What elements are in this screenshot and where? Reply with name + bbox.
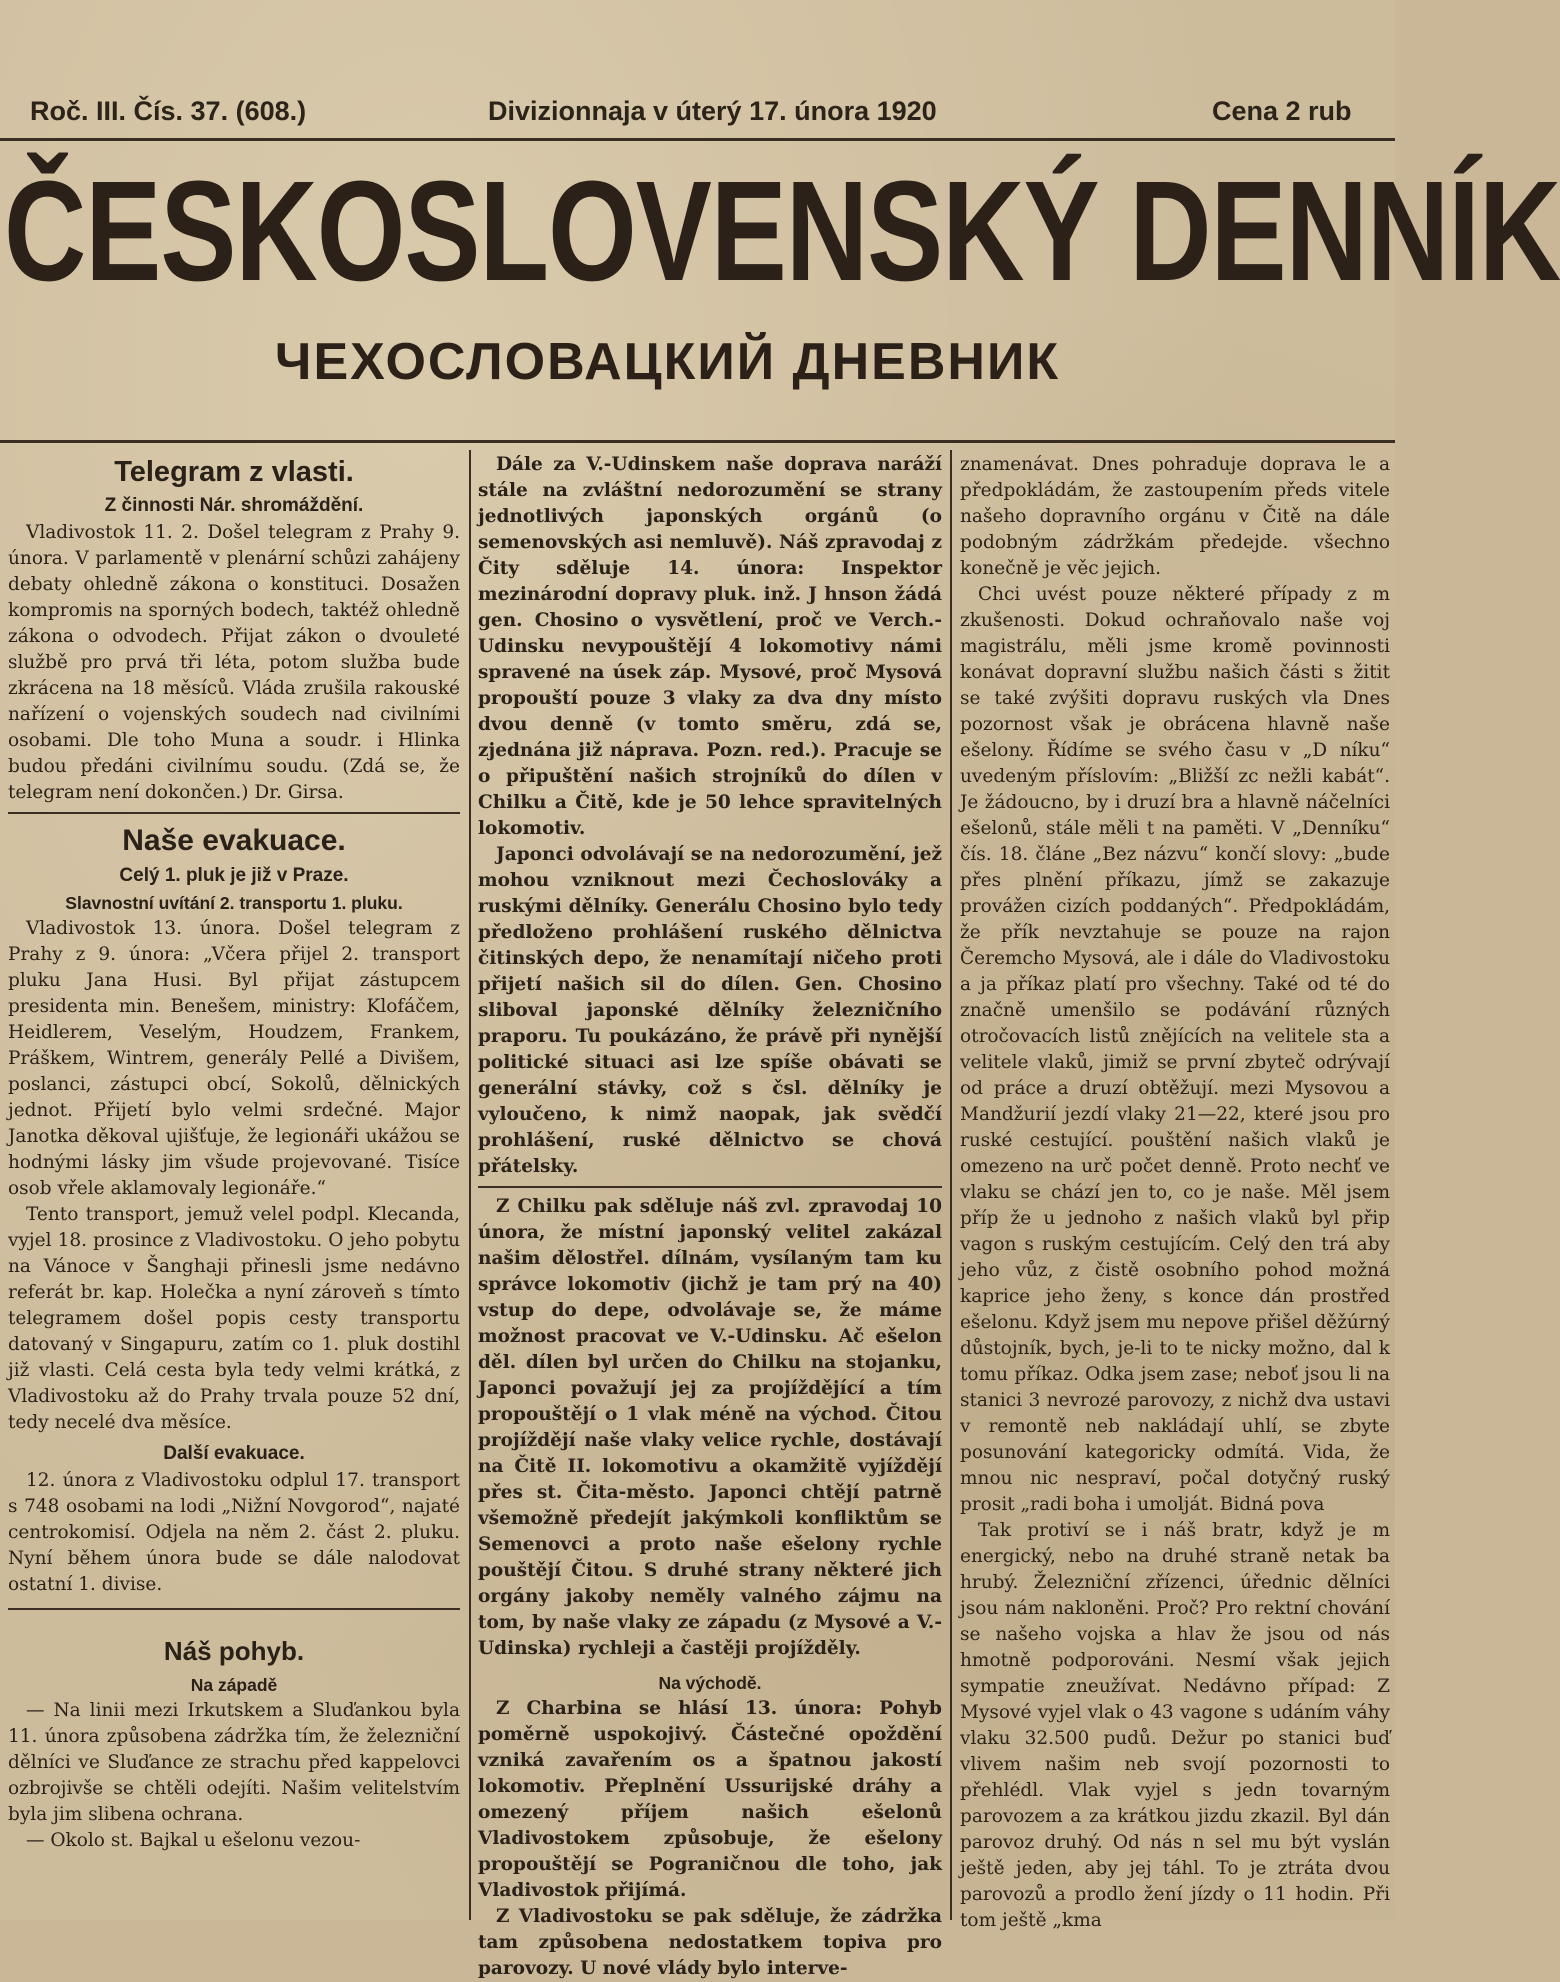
transport-paragraph-3: Z Chilku pak sděluje náš zvl. zpravodaj 10 února, že místní japonský velitel zakázal našim dělostřel. dílnám, vysílaným tam ku správce lokomotiv (jichž je tam prý na 40) vstup do depe, odvolávaje se, že máme možnost pracovat ve V.-Udinsku. Ač ešelon děl. dílen byl určen do Chilku na stojanku, Japonci považují jej za projíždějící a tím propouštějí o 1 vlak méně na východ. Čitou projíždějí naše vlaky velice rychle, dostávají na Čitě II. lokomotivu a okamžitě vyjíždějí přes st. Čita-město. Japonci chtějí patrně všemožně předejít jakýmkoli konfliktům se Semenovci a proto naše ešelony rychle pouštějí Čitou. S druhé strany některé jich orgány jakoby neměly valného zájmu na tom, by naše vlaky ze západu (z Mysové a V.-Udinska) rychleji a častěji projížděly. xyxy=(478,1196,942,1659)
section-rule-2 xyxy=(8,1608,460,1610)
evacuation-paragraph-2: Tento transport, jemuž velel podpl. Klecanda, vyjel 18. prosince z Vladivostoku. O jeho pobytu na Vánoce v Šanghaji přinesli jsme nedávno referát br. kap. Holečka a nyní zároveň s tímto telegramem došel popis cesty transportu datovaný v Singapuru, zatím co 1. pluk dostihl již vlasti. Celá cesta byla tedy velmi krátká, z Vladivostoku až do Prahy trvala pouze 52 dní, tedy necelé dva měsíce. xyxy=(8,1204,460,1433)
letter-paragraph-3: Tak protiví se i náš bratr, když je m energický, nebo na druhé straně netak ba hrubý. Železniční zřízenci, úřednic dělníci jsou nám nakloněni. Proč? Pro rektní chování se našeho vojska a hlav že jsou od nás hmotně podporováni. Nesmí však jejich sympatie zneužívat. Nedávno případ: Z Mysové vyjel vlak o 43 vagone s udáním váhy vlaku 32.500 pudů. Dežur po stanici buď vlivem našim neb svojí pozornosti to přehlédl. Vlak vyjel s jedn tovarným parovozem a za krátkou jizdu zkazil. Byl dán parovoz druhý. Od nás n sel mu být vyslán ještě jeden, aby jej táhl. To je ztráta dvou parovozů a prodlo žení jízdy o 11 hodin. Při tom ještě „kma xyxy=(960,1520,1390,1931)
place-date: Divizionnaja v úterý 17. února 1920 xyxy=(488,96,937,126)
movement-paragraph-2: — Okolo st. Bajkal u ešelonu vezou- xyxy=(26,1830,361,1851)
letter-paragraph-2: Chci uvést pouze některé případy z m zkušenosti. Dokud ochraňovalo naše voj magistrálu, měli jsme kromě povinnosti konávat dopravní službu našich části s žitit se také zvýšiti dopravu ruských vla Dnes pozornost však je obrácena hlavně naše ešelony. Řídíme se svého času v „D níku“ uvedeným příslovím: „Bližší zc nežli kabát“. Je žádoucno, by i druzí bra a hlavně náčelníci ešelonů, stále měli t na paměti. V „Denníku“ čís. 18. článe „Bez názvu“ končí slovy: „bude přes plnění příkazu, jímž se zakazuje provážen cizích poddaných“. Předpokládám, že přík nevztahuje se pouze na rajon Čeremcho Mysová, ale i dále do Vladivostoku a ja příkaz platí pro všechny. Také od té do značně umenšilo se podávání různých otročovacích listů znějících na velitele sta a velitele vlaků, jimiž se první zbyteč odrývají od práce a druzí obtěžují. mezi Mysovou a Mandžurií jezdí vlaky 21—22, které jsou pro ruské cestující. pouštění našich vlaků je omezeno na urč počet denně. Proto nechť ve vlaku se chází jen to, co je naše. Měl jsem příp že u jednoho z našich vlaků byl přip vagon s ruským cestujícím. Celý den trá aby jeho vůz, z čistě osobního pohod možná kaprice jeho ženy, s konce dán prostřed ešelonu. Když jsem mu nepove přišel děžúrný důstojník, bych, je-li to te nicky možno, dal k tomu příkaz. Odka jsem zase; neboť jsou li na stanici 3 nevrozé parovozy, z nichž dva ustavi v remontě neb nakládají uhlí, se zbyte posunování kategoricky odmítá. Vida, že mnou nic nespraví, počal dotyčný ruský prosit „radi boha i umolját. Bidná pova xyxy=(960,584,1390,1515)
header-rule xyxy=(0,138,1395,141)
telegram-headline: Telegram z vlasti. xyxy=(114,456,354,488)
transport-paragraph-2: Japonci odvolávají se na nedorozumění, jež mohou vzniknout mezi Čechoslováky a ruskými dělníky. Generálu Chosino bylo tedy předloženo prohlášení ruského dělnictva čitinských depo, že nenamítají ničeho proti přijetí našich sil do dílen. Gen. Chosino sliboval japonské dělníky železničního praporu. Tu poukázáno, že právě při nynější politické situaci asi lze spíše obávati se generální stávky, což s čsl. dělníky je vyloučeno, k nimž naopak, jak svědčí prohlášení, ruské dělnictvo se chová přátelsky. xyxy=(478,844,942,1177)
movement-subheadline: Na západě xyxy=(190,1675,278,1695)
movement-paragraph-1: — Na linii mezi Irkutskem a Sluďankou byla 11. února způsobena zádržka tím, že železniční dělníci ve Sluďance ze strachu před kappelovci ozbrojivše se chtěli odejíti. Našim velitelstvím byla jim slibena ochrana. xyxy=(8,1700,460,1825)
telegram-subheadline: Z činnosti Nár. shromáždění. xyxy=(104,495,364,516)
telegram-body: Vladivostok 11. 2. Došel telegram z Prahy 9. února. V parlamentě v plenární schůzi zahájeny debaty ohledně zákona o konstituci. Dosažen kompromis na sporných bodech, taktéž ohledně zákona o odvodech. Přijat zákon o dvouleté službě pro prvá tři léta, potom služba bude zkrácena na 18 měsíců. Vláda zrušila rakouské nařízení o vojenských soudech nad civilními osobami. Dle toho Muna a soudr. i Hlinka budou předáni civilnímu soudu. (Zdá se, že telegram není dokončen.) Dr. Girsa. xyxy=(8,522,460,803)
section-rule xyxy=(8,812,460,814)
further-evacuation-headline: Další evakuace. xyxy=(163,1443,305,1464)
column-divider-1 xyxy=(469,450,471,1920)
price: Cena 2 rub xyxy=(1212,96,1352,126)
masthead-rule xyxy=(0,440,1395,443)
transport-paragraph-1: Dále za V.-Udinskem naše doprava naráží stále na zvláštní nedorozumění se strany jednotlivých japonských orgánů (o semenovských asi nemluvě). Náš zpravodaj z Čity sděluje 14. února: Inspektor mezinárodní dopravy pluk. inž. J hnson žádá gen. Chosino o vysvětlení, proč ve Verch.-Udinsku nevypouštějí 4 lokomotivy námi spravené na úsek záp. Mysové, proč Mysová propouští pouze 3 vlaky za dva dny místo dvou denně (v tomto směru, zdá se, zjednána již náprava. Pozn. red.). Pracuje se o připuštění našich strojníků do dílen v Chilku a Čitě, kde je 50 lehce spravitelných lokomotiv. xyxy=(478,454,942,839)
header-line xyxy=(0,92,1395,132)
section-rule-3 xyxy=(478,1186,942,1188)
further-evacuation-body: 12. února z Vladivostoku odplul 17. transport s 748 osobami na lodi „Nižní Novgorod“, najaté centrokomisí. Odjela na něm 2. část 2. pluku. Nyní během února bude se dále nalodovat ostatní 1. divise. xyxy=(8,1470,460,1595)
evacuation-subheadline-2: Slavnostní uvítání 2. transportu 1. pluku. xyxy=(65,893,403,913)
column-1 xyxy=(8,452,460,1854)
east-subheadline: Na východě. xyxy=(658,1673,762,1693)
masthead-title: ČESKOSLOVENSKÝ DENNÍK xyxy=(4,152,1560,312)
issue-number: Roč. III. Čís. 37. (608.) xyxy=(30,96,307,126)
movement-headline: Náš pohyb. xyxy=(163,1636,305,1666)
column-divider-2 xyxy=(950,450,952,1920)
evacuation-headline: Naše evakuace. xyxy=(122,824,346,857)
letter-paragraph-1: znamenávat. Dnes pohraduje doprava le a předpokládám, že zastoupením předs vitele našeho dopravního orgánu v Čitě na dále podobným zádržkám předejde. všechno konečně je věc jejich. xyxy=(960,454,1390,579)
evacuation-paragraph-1: Vladivostok 13. února. Došel telegram z Prahy z 9. února: „Včera přijel 2. transport pluku Jana Husi. Byl přijat zástupcem presidenta min. Benešem, ministry: Klofáčem, Heidlerem, Veselým, Houdzem, Frankem, Práškem, Wintrem, generály Pellé a Divišem, poslanci, zástupci obcí, Sokolů, dělnických jednot. Přijetí bylo velmi srdečné. Major Janotka děkoval ujišťuje, že legionáři ukážou se hodnými lásky jim všude projevované. Tisíce osob vřele aklamovaly legionáře.“ xyxy=(8,918,460,1199)
east-paragraph-2: Z Vladivostoku se pak sděluje, že zádržka tam způsobena nedostatkem topiva pro parovozy. U nové vlády bylo interve- xyxy=(478,1906,942,1979)
column-3 xyxy=(960,452,1390,1934)
column-2 xyxy=(478,452,942,1982)
east-paragraph-1: Z Charbina se hlásí 13. února: Pohyb poměrně uspokojivý. Částečné opoždění vzniká zavařením os a špatnou jakostí lokomotiv. Přeplnění Ussurijské dráhy a omezený příjem našich ešelonů Vladivostokem způsobuje, že ešelony propouštějí se Pograničnou dle toho, jak Vladivostok přijímá. xyxy=(478,1698,942,1901)
masthead-russian: ЧЕХОСЛОВАЦКИЙ ДНЕВНИК xyxy=(274,333,1061,391)
evacuation-subheadline: Celý 1. pluk je již v Praze. xyxy=(119,865,349,886)
